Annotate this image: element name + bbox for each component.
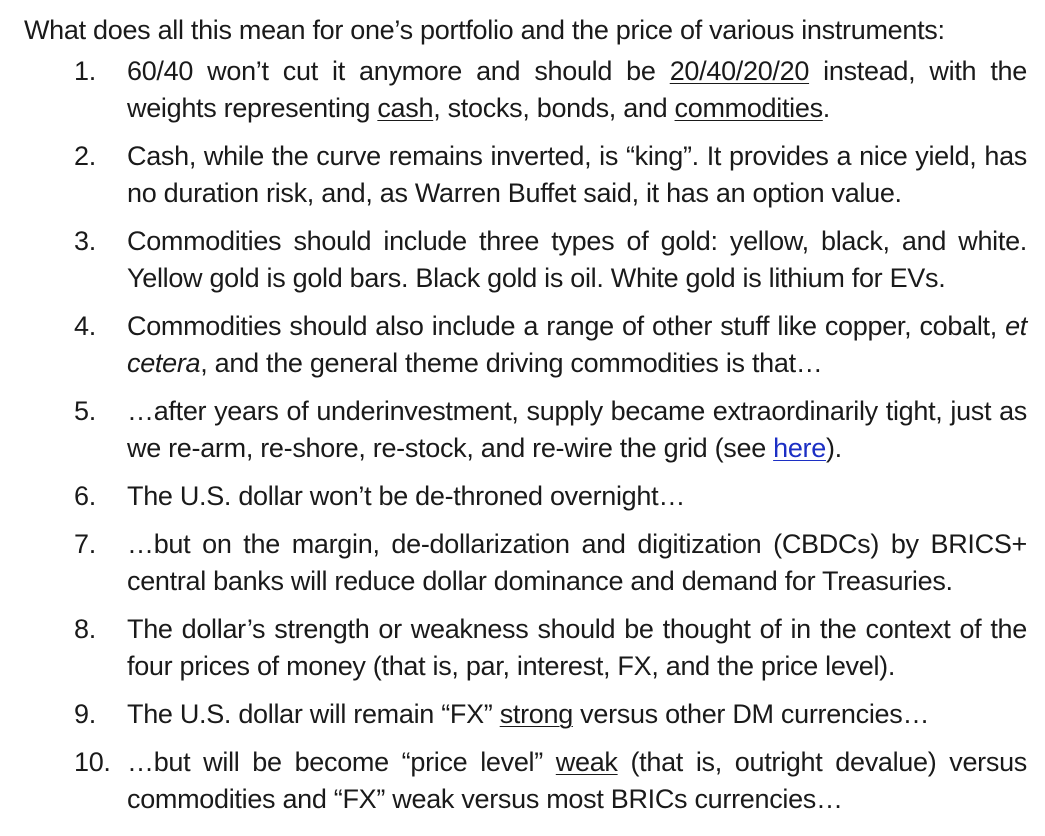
list-number: 7.	[74, 529, 96, 559]
list-number: 8.	[74, 614, 96, 644]
list-number: 10.	[74, 747, 111, 777]
list-item: 2. Cash, while the curve remains inverted, is “king”. It provides a nice yield, has no duration risk, and, as Warren Buffet said, it has an option value.	[24, 138, 1027, 212]
list-item: 5. …after years of underinvestment, supply became extraordinarily tight, just as we re-arm, re-shore, re-stock, and re-wire the grid (see here).	[24, 393, 1027, 467]
here-link[interactable]: here	[773, 433, 826, 463]
highlighted-strong: strong	[499, 699, 573, 729]
list-item: 6. The U.S. dollar won’t be de-throned overnight…	[24, 478, 1027, 515]
numbered-list	[24, 53, 1027, 818]
list-number: 4.	[74, 311, 96, 341]
italic-et-cetera: et cetera	[127, 311, 1027, 378]
list-number: 6.	[74, 481, 96, 511]
highlighted-commodities: commodities	[674, 93, 823, 123]
intro-paragraph: What does all this mean for one’s portfolio and the price of various instruments:	[24, 15, 945, 45]
highlighted-weak: weak	[555, 747, 618, 777]
list-item: 4. Commodities should also include a range of other stuff like copper, cobalt, et cetera, and the general theme driving commodities is that…	[24, 308, 1027, 382]
list-number: 1.	[74, 56, 96, 86]
list-item: 10. …but will be become “price level” weak (that is, outright devalue) versus commodities and “FX” weak versus most BRICs currencies…	[24, 744, 1027, 818]
list-number: 5.	[74, 396, 96, 426]
list-number: 2.	[74, 141, 96, 171]
list-item: 7. …but on the margin, de-dollarization and digitization (CBDCs) by BRICS+ central banks will reduce dollar dominance and demand for Treasuries.	[24, 526, 1027, 600]
list-item: 8. The dollar’s strength or weakness should be thought of in the context of the four prices of money (that is, par, interest, FX, and the price level).	[24, 611, 1027, 685]
highlighted-allocation: 20/40/20/20	[669, 56, 810, 86]
highlighted-cash: cash	[377, 93, 434, 123]
list-number: 3.	[74, 226, 96, 256]
list-number: 9.	[74, 699, 96, 729]
list-item: 1. 60/40 won’t cut it anymore and should be 20/40/20/20 instead, with the weights representing cash, stocks, bonds, and commodities.	[24, 53, 1027, 127]
list-item: 3. Commodities should include three types of gold: yellow, black, and white. Yellow gold is gold bars. Black gold is oil. White gold is lithium for EVs.	[24, 223, 1027, 297]
list-item: 9. The U.S. dollar will remain “FX” strong versus other DM currencies…	[24, 696, 1027, 733]
